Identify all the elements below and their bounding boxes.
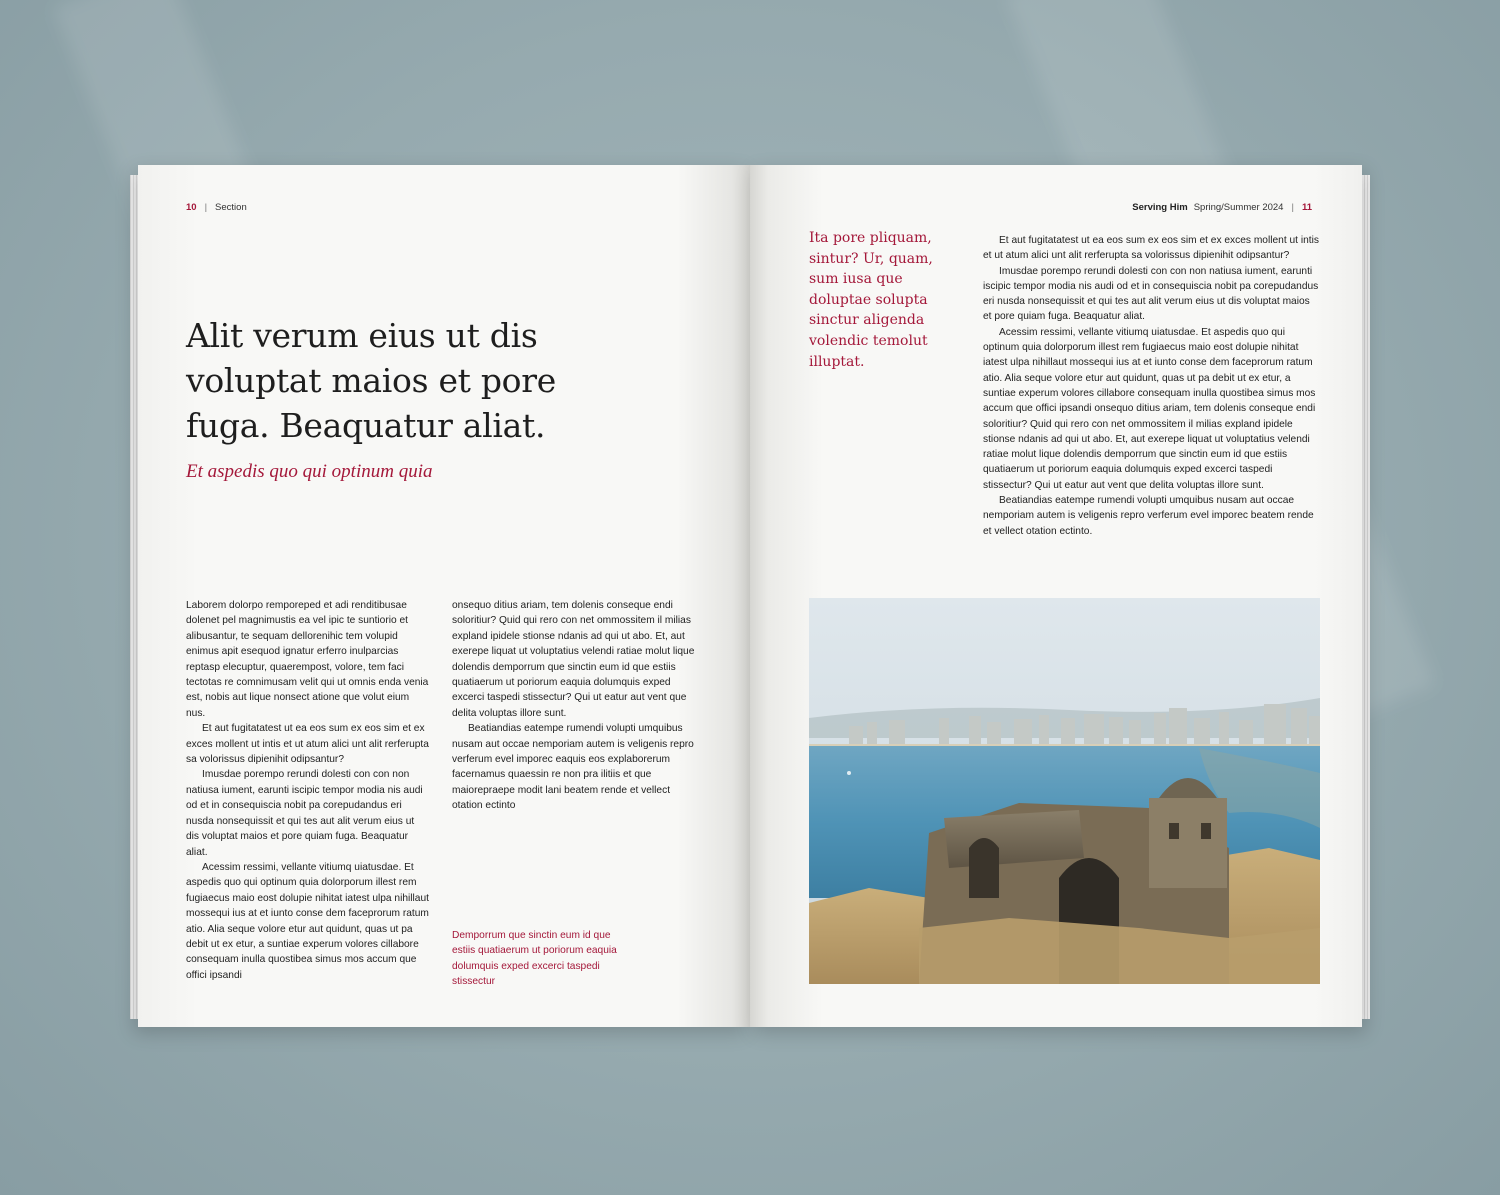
body-column [983,233,1320,539]
issue-label: Spring/Summer 2024 [1193,202,1284,213]
castle-wall [944,810,1084,868]
paragraph: Imusdae porempo rerundi dolesti con con non natiusa iument, earunti iscipic tempor modia nis audi od et in consequiscia nobit pa corepudandus eri nusda nonsequissit et qui tes aut alit verum eius ut dis voluptat maios et pore quiam fuga. Beaquatur aliat. [983,265,1319,323]
section-label: Section [215,202,247,213]
magazine-spread [130,165,1370,1027]
right-folio [1132,202,1312,213]
body-column-2 [452,598,698,814]
paragraph: Et aut fugitatatest ut ea eos sum ex eos sim et ex exces mollent ut intis et ut atum alici unt alit rerferupta sa volorissus dipienihit odipsantur? [186,723,429,766]
subhead: Et aspedis quo qui optinum quia [186,461,433,482]
paragraph: Imusdae porempo rerundi dolesti con con non natiusa iument, earunti iscipic tempor modia nis audi od et in consequiscia nobit pa corepudandus eri nusda nonsequissit et qui tes aut alit verum eius ut dis voluptat maios et pore quiam fuga. Beaquatur aliat. [186,769,423,858]
pull-quote: Ita pore pliquam, sintur? Ur, quam, sum iusa que doluptae solupta sinctur aligenda volendic temolut illuptat. [809,230,933,370]
coastal-ruins-photo [809,598,1320,984]
folio-separator: | [204,202,208,213]
callout-text: Demporrum que sinctin eum id que estiis quatiaerum ut poriorum eaquia dolumquis exped excerci taspedi stissectur [452,930,617,988]
paragraph: onsequo ditius ariam, tem dolenis conseque endi soloritiur? Quid qui rero con net ommossitem il milias expland ipidele stionse ndanis ad qui ut abo. Et, aut exerepe liquat ut voluptatius velendi ratiae molut lique dolendis demporrum que sinctin eum id que estiis quatiaerum ut poriorum eaquia dolumquis exped excerci taspedi stissectur? Qui ut eatur aut vent que delita voluptas illore sunt. [452,600,695,719]
headline: Alit verum eius ut dis voluptat maios et pore fuga. Beaquatur aliat. [186,316,556,445]
paragraph: Beatiandias eatempe rumendi volupti umquibus nusam aut occae nemporiam autem is veligenis repro verferum evel imporec eaquis eos explaborerum facernamus quaessin re non pra ilitiis et que maiorepraepe modit lani beatem rende et vellect otation ectinto [452,723,694,812]
paragraph: Acessim ressimi, vellante vitiumq uiatusdae. Et aspedis quo qui optinum quia dolorporum illest rem fugiaecus maio eost dolupie nihitat iatest ulpa nihillaut mossequi ius at et iunto conse dem faceprorum ratum atio. Alia seque volore etur aut quidunt, quas ut pa debit ut ex etur, a suntiae experum volores cillabore consequam inulla quostibea simus mos accum que offici ipsandi [186,861,429,981]
folio-separator: | [1291,202,1294,213]
publication-name: Serving Him [1132,202,1188,213]
paragraph: Beatiandias eatempe rumendi volupti umquibus nusam aut occae nemporiam autem is veligenis repro verferum evel imporec beatem rende et vellect otation ectinto. [983,495,1314,537]
left-folio [186,202,247,213]
paragraph: Acessim ressimi, vellante vitiumq uiatusdae. Et aspedis quo qui optinum quia dolorporum illest rem fugiaecus maio eost dolupie nihitat iatest ulpa nihillaut mossequi ius at et iunto conse dem faceprorum ratum atio. Alia seque volore etur aut quidunt, quas ut pa debit ut ex etur, a suntiae experum volores cillabore consequam inulla quostibea simus mos accum que offici ipsandi onsequo ditius ariam, tem dolenis conseque endi soloritiur? Quid qui rero con net ommossitem il milias expland ipidele stionse ndanis ad qui ut abo. Et, aut exerepe liquat ut voluptatius velendi ratiae molut lique dolendis demporrum que sinctin eum id que estiis quatiaerum ut poriorum eaquia dolumquis exped excerci taspedi stissectur? Qui ut eatur aut vent que delita voluptas illore sunt. [983,326,1316,491]
castle-tower [1149,798,1227,888]
page-number: 10 [186,202,197,213]
page-number: 11 [1301,202,1312,213]
left-page [138,165,750,1027]
body-column-1 [186,598,430,983]
right-page [750,165,1362,1027]
paragraph: Laborem dolorpo remporeped et adi renditibusae dolenet pel magnimustis ea vel ipic te suntiorio et alibusantur, te sequam dellorenihic tem volupid enimus apit esequod ignatur erferro inulparcias reptasp elecuptur, quaerempost, volore, tem faci tectotas re comnimusam velit qui ut omnis enda venia est, nobis aut lique nonsect atione que volut eium nus. [186,600,429,719]
paragraph: Et aut fugitatatest ut ea eos sum ex eos sim et ex exces mollent ut intis et ut atum alici unt alit rerferupta sa volorissus dipienihit odipsantur? [983,235,1319,262]
